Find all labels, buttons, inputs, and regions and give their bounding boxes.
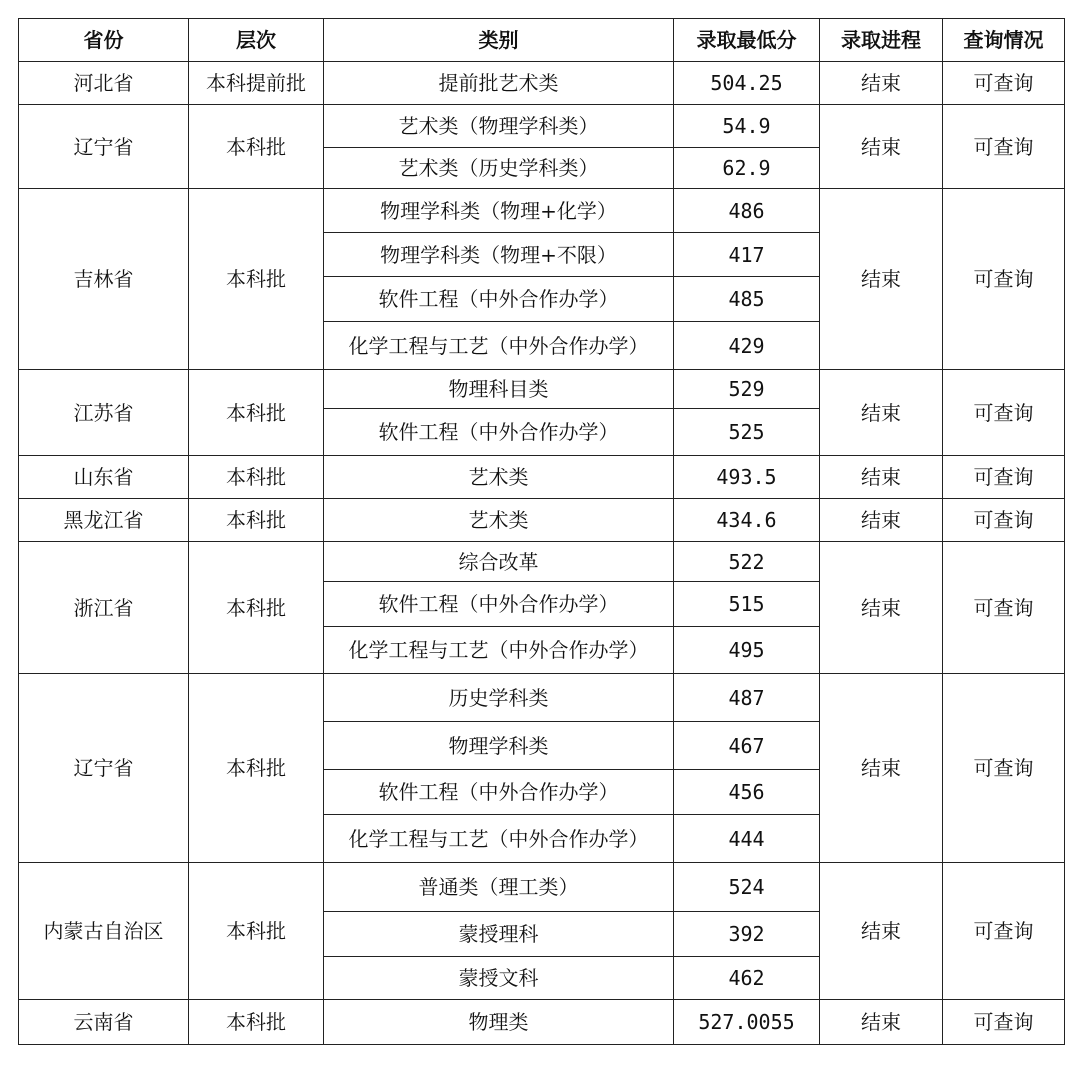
category-cell: 物理学科类（物理+化学） [324, 189, 674, 233]
province-cell: 浙江省 [19, 542, 189, 674]
query-status-cell: 可查询 [943, 105, 1065, 189]
query-status-cell: 可查询 [943, 499, 1065, 542]
table-row [19, 62, 1065, 105]
level-cell: 本科批 [189, 674, 324, 863]
min-score-cell: 486 [674, 189, 820, 233]
province-cell: 辽宁省 [19, 674, 189, 863]
category-cell: 软件工程（中外合作办学） [324, 770, 674, 815]
category-cell: 蒙授文科 [324, 957, 674, 1000]
category-cell: 物理学科类（物理+不限） [324, 233, 674, 277]
min-score-cell: 462 [674, 957, 820, 1000]
min-score-cell: 485 [674, 277, 820, 322]
progress-cell: 结束 [820, 1000, 943, 1045]
query-status-cell: 可查询 [943, 542, 1065, 674]
category-cell: 化学工程与工艺（中外合作办学） [324, 322, 674, 370]
province-cell: 吉林省 [19, 189, 189, 370]
query-status-cell: 可查询 [943, 62, 1065, 105]
category-cell: 普通类（理工类） [324, 863, 674, 912]
progress-cell: 结束 [820, 456, 943, 499]
header-query-status: 查询情况 [943, 19, 1065, 62]
min-score-cell: 456 [674, 770, 820, 815]
min-score-cell: 525 [674, 409, 820, 456]
category-cell: 艺术类 [324, 456, 674, 499]
min-score-cell: 529 [674, 370, 820, 409]
min-score-cell: 417 [674, 233, 820, 277]
province-cell: 山东省 [19, 456, 189, 499]
level-cell: 本科批 [189, 542, 324, 674]
table-row [19, 456, 1065, 499]
query-status-cell: 可查询 [943, 370, 1065, 456]
progress-cell: 结束 [820, 370, 943, 456]
category-cell: 艺术类（物理学科类） [324, 105, 674, 148]
table-body [19, 62, 1065, 1045]
min-score-cell: 527.0055 [674, 1000, 820, 1045]
progress-cell: 结束 [820, 189, 943, 370]
query-status-cell: 可查询 [943, 674, 1065, 863]
category-cell: 化学工程与工艺（中外合作办学） [324, 815, 674, 863]
province-cell: 江苏省 [19, 370, 189, 456]
level-cell: 本科批 [189, 456, 324, 499]
province-cell: 黑龙江省 [19, 499, 189, 542]
progress-cell: 结束 [820, 62, 943, 105]
category-cell: 物理科目类 [324, 370, 674, 409]
admission-score-table [18, 18, 1065, 1045]
table-row [19, 189, 1065, 233]
min-score-cell: 522 [674, 542, 820, 582]
category-cell: 艺术类（历史学科类） [324, 148, 674, 189]
table-row [19, 105, 1065, 148]
min-score-cell: 524 [674, 863, 820, 912]
min-score-cell: 62.9 [674, 148, 820, 189]
table-row [19, 863, 1065, 912]
min-score-cell: 504.25 [674, 62, 820, 105]
category-cell: 物理学科类 [324, 722, 674, 770]
category-cell: 软件工程（中外合作办学） [324, 409, 674, 456]
level-cell: 本科批 [189, 189, 324, 370]
header-min-score: 录取最低分 [674, 19, 820, 62]
category-cell: 历史学科类 [324, 674, 674, 722]
table-row [19, 370, 1065, 409]
progress-cell: 结束 [820, 499, 943, 542]
level-cell: 本科批 [189, 863, 324, 1000]
level-cell: 本科批 [189, 499, 324, 542]
level-cell: 本科批 [189, 105, 324, 189]
category-cell: 综合改革 [324, 542, 674, 582]
header-progress: 录取进程 [820, 19, 943, 62]
category-cell: 艺术类 [324, 499, 674, 542]
progress-cell: 结束 [820, 674, 943, 863]
province-cell: 内蒙古自治区 [19, 863, 189, 1000]
province-cell: 云南省 [19, 1000, 189, 1045]
category-cell: 物理类 [324, 1000, 674, 1045]
progress-cell: 结束 [820, 863, 943, 1000]
min-score-cell: 493.5 [674, 456, 820, 499]
category-cell: 化学工程与工艺（中外合作办学） [324, 627, 674, 674]
query-status-cell: 可查询 [943, 1000, 1065, 1045]
min-score-cell: 487 [674, 674, 820, 722]
min-score-cell: 515 [674, 582, 820, 627]
progress-cell: 结束 [820, 542, 943, 674]
category-cell: 蒙授理科 [324, 912, 674, 957]
min-score-cell: 467 [674, 722, 820, 770]
progress-cell: 结束 [820, 105, 943, 189]
query-status-cell: 可查询 [943, 189, 1065, 370]
category-cell: 提前批艺术类 [324, 62, 674, 105]
query-status-cell: 可查询 [943, 863, 1065, 1000]
header-level: 层次 [189, 19, 324, 62]
min-score-cell: 434.6 [674, 499, 820, 542]
level-cell: 本科批 [189, 1000, 324, 1045]
min-score-cell: 495 [674, 627, 820, 674]
min-score-cell: 444 [674, 815, 820, 863]
min-score-cell: 54.9 [674, 105, 820, 148]
table-row [19, 1000, 1065, 1045]
category-cell: 软件工程（中外合作办学） [324, 277, 674, 322]
min-score-cell: 429 [674, 322, 820, 370]
table-row [19, 542, 1065, 582]
table-row [19, 674, 1065, 722]
table-row [19, 499, 1065, 542]
level-cell: 本科批 [189, 370, 324, 456]
header-category: 类别 [324, 19, 674, 62]
province-cell: 河北省 [19, 62, 189, 105]
query-status-cell: 可查询 [943, 456, 1065, 499]
header-province: 省份 [19, 19, 189, 62]
level-cell: 本科提前批 [189, 62, 324, 105]
category-cell: 软件工程（中外合作办学） [324, 582, 674, 627]
province-cell: 辽宁省 [19, 105, 189, 189]
min-score-cell: 392 [674, 912, 820, 957]
header-row [19, 19, 1065, 62]
